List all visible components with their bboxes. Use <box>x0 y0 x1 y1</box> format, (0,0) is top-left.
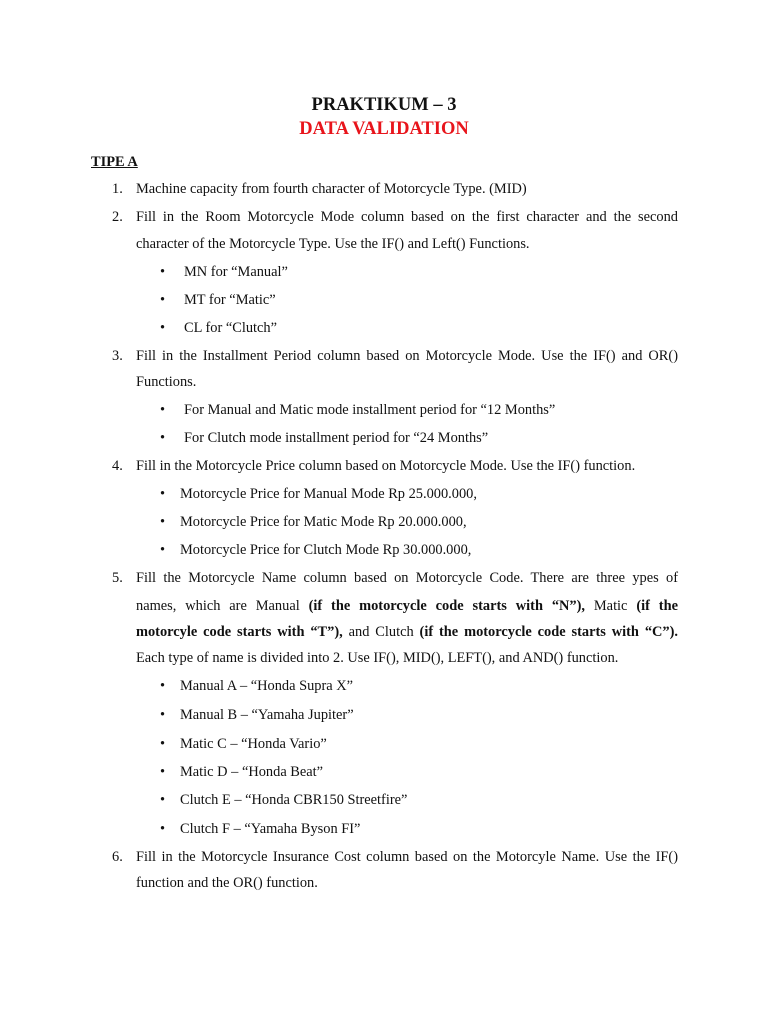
bullet-item: Motorcycle Price for Matic Mode Rp 20.000.000, <box>180 514 467 530</box>
bullet-dot: • <box>160 707 166 723</box>
bullet-dot: • <box>160 821 166 837</box>
item-text-span: names, which are Manual <box>136 598 309 614</box>
bullet-dot: • <box>160 764 166 780</box>
bullet-dot: • <box>160 486 166 502</box>
bullet-dot: • <box>160 430 166 446</box>
bullet-item: Motorcycle Price for Clutch Mode Rp 30.000.000, <box>180 542 472 558</box>
item-text-line: Fill in the Motorcycle Insurance Cost column based on the Motorcyle Name. Use the IF() <box>136 849 678 865</box>
bullet-dot: • <box>160 264 166 280</box>
bullet-dot: • <box>160 292 166 308</box>
bullet-item: MN for “Manual” <box>184 264 288 280</box>
bullet-dot: • <box>160 678 166 694</box>
section-heading: TIPE A <box>91 154 138 170</box>
item-text-line: Fill the Motorcycle Name column based on Motorcycle Code. There are three ypes of <box>136 570 678 586</box>
item-text-line <box>136 596 678 616</box>
item-text-line: Each type of name is divided into 2. Use IF(), MID(), LEFT(), and AND() function. <box>136 650 619 666</box>
bullet-item: For Manual and Matic mode installment period for “12 Months” <box>184 402 556 418</box>
item-text-bold: motorcyle code starts with “T”), <box>136 624 343 640</box>
bullet-item: For Clutch mode installment period for “24 Months” <box>184 430 489 446</box>
item-text-line: Functions. <box>136 374 197 390</box>
item-text-line <box>136 622 678 642</box>
bullet-item: Manual B – “Yamaha Jupiter” <box>180 707 354 723</box>
item-text-line: Fill in the Installment Period column based on Motorcycle Mode. Use the IF() and OR() <box>136 348 678 364</box>
item-text-line: function and the OR() function. <box>136 875 318 891</box>
bullet-dot: • <box>160 320 166 336</box>
bullet-item: Matic D – “Honda Beat” <box>180 764 324 780</box>
bullet-dot: • <box>160 792 166 808</box>
document-title: PRAKTIKUM – 3 <box>311 95 457 115</box>
item-number: 6. <box>112 849 123 865</box>
document-subtitle: DATA VALIDATION <box>299 119 469 139</box>
item-text-bold: (if the motorcycle code starts with “C”). <box>419 624 678 640</box>
item-number: 5. <box>112 570 123 586</box>
bullet-dot: • <box>160 514 166 530</box>
bullet-item: Clutch F – “Yamaha Byson FI” <box>180 821 361 837</box>
bullet-item: MT for “Matic” <box>184 292 276 308</box>
bullet-item: Motorcycle Price for Manual Mode Rp 25.000.000, <box>180 486 477 502</box>
bullet-item: CL for “Clutch” <box>184 320 277 336</box>
item-number: 3. <box>112 348 123 364</box>
item-number: 4. <box>112 458 123 474</box>
item-text-line: Machine capacity from fourth character of Motorcycle Type. (MID) <box>136 181 527 197</box>
bullet-item: Matic C – “Honda Vario” <box>180 736 327 752</box>
bullet-item: Manual A – “Honda Supra X” <box>180 678 354 694</box>
item-text-line: Fill in the Motorcycle Price column based on Motorcycle Mode. Use the IF() function. <box>136 458 636 474</box>
item-number: 1. <box>112 181 123 197</box>
bullet-item: Clutch E – “Honda CBR150 Streetfire” <box>180 792 408 808</box>
item-text-span: Matic <box>585 598 637 614</box>
item-number: 2. <box>112 209 123 225</box>
item-text-bold: (if the motorcycle code starts with “N”), <box>308 598 585 614</box>
bullet-dot: • <box>160 736 166 752</box>
item-text-line: character of the Motorcycle Type. Use the IF() and Left() Functions. <box>136 236 530 252</box>
bullet-dot: • <box>160 402 166 418</box>
item-text-line: Fill in the Room Motorcycle Mode column based on the first character and the second <box>136 209 678 225</box>
item-text-bold: (if the <box>636 598 678 614</box>
item-text-span: and Clutch <box>342 624 420 640</box>
bullet-dot: • <box>160 542 166 558</box>
